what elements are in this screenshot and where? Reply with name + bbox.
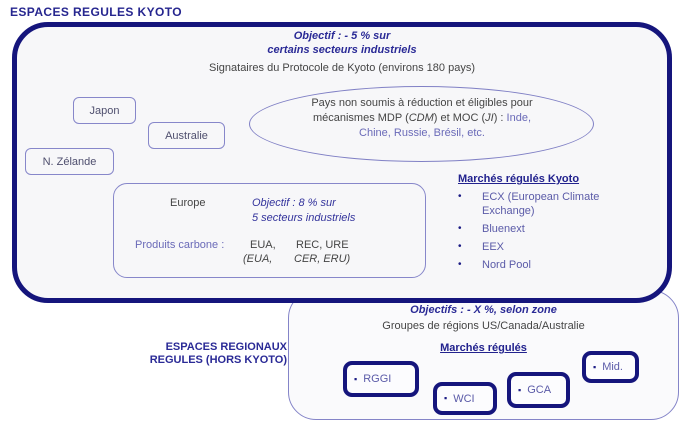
kyoto-markets-list [458,190,638,276]
kyoto-objective-line1: Objectif : - 5 % sur [293,30,391,42]
europe-products-eua-alt: (EUA, [243,253,273,265]
square-bullet-icon: ▪ [518,384,522,395]
list-item [458,240,638,254]
regional-markets-heading: Marchés régulés [440,342,527,354]
europe-products-cer-eru: CER, ERU) [294,253,351,265]
europe-objective-line2: 5 secteurs industriels [252,212,356,224]
regional-label-line1: ESPACES REGIONAUX [165,341,287,353]
market-chip-label-rggi: RGGI [363,373,392,385]
market-chip-mid [582,351,639,383]
bullet-icon: • [458,191,462,202]
market-chip-label-mid: Mid. [602,361,623,373]
kyoto-subtitle: Signataires du Protocole de Kyoto (environs 180 pays) [209,62,475,74]
ellipse-line2-post: ) : [493,112,507,124]
bullet-icon: • [458,241,462,252]
country-label-nzelande: N. Zélande [42,155,97,168]
list-item [458,222,638,236]
ellipse-line2 [262,111,582,126]
ellipse-ji: JI [485,112,494,124]
europe-products-rec-ure: REC, URE [296,239,349,251]
square-bullet-icon: ▪ [354,373,358,384]
country-box-nzelande [25,148,114,175]
regional-box-label [90,341,287,367]
page-title: ESPACES REGULES KYOTO [10,5,182,19]
ellipse-line3: Chine, Russie, Brésil, etc. [359,127,485,139]
market-chip-label-wci: WCI [453,392,475,405]
europe-products-eua: EUA, [250,239,276,251]
country-label-japon: Japon [89,104,120,117]
square-bullet-icon: ▪ [593,361,597,372]
market-label-bluenext: Bluenext [482,223,525,235]
market-chip-wci [433,382,497,415]
country-box-australie [148,122,225,149]
list-item [458,258,638,272]
market-label-nordpool: Nord Pool [482,259,531,271]
market-chip-rggi [343,361,419,397]
bullet-icon: • [458,223,462,234]
europe-products-label: Produits carbone : [135,239,225,251]
bullet-icon: • [458,259,462,270]
non-annex-ellipse-text [262,96,582,141]
country-label-australie: Australie [165,129,208,142]
market-chip-label-gca: GCA [527,384,552,396]
list-item [458,190,638,218]
ellipse-line1: Pays non soumis à réduction et éligibles pour [311,97,533,109]
regional-subtitle: Groupes de régions US/Canada/Australie [382,320,585,332]
ellipse-line2-mid: ) et MOC ( [433,112,486,124]
market-label-ecx: ECX (European Climate Exchange) [482,191,600,217]
ellipse-cdm: CDM [408,112,434,124]
kyoto-objective-line2: certains secteurs industriels [267,44,417,56]
ellipse-countries-start: Inde, [506,112,532,124]
kyoto-markets-heading: Marchés régulés Kyoto [458,173,580,185]
europe-objective-line1: Objectif : 8 % sur [252,197,336,209]
europe-label: Europe [170,197,206,209]
country-box-japon [73,97,136,124]
market-label-eex: EEX [482,241,505,253]
square-bullet-icon: ▪ [444,393,448,403]
market-chip-gca [507,372,570,408]
regional-objective: Objectifs : - X %, selon zone [410,304,557,316]
regional-label-line2: REGULES (HORS KYOTO) [149,354,287,366]
ellipse-line2-pre: mécanismes MDP ( [312,112,409,124]
